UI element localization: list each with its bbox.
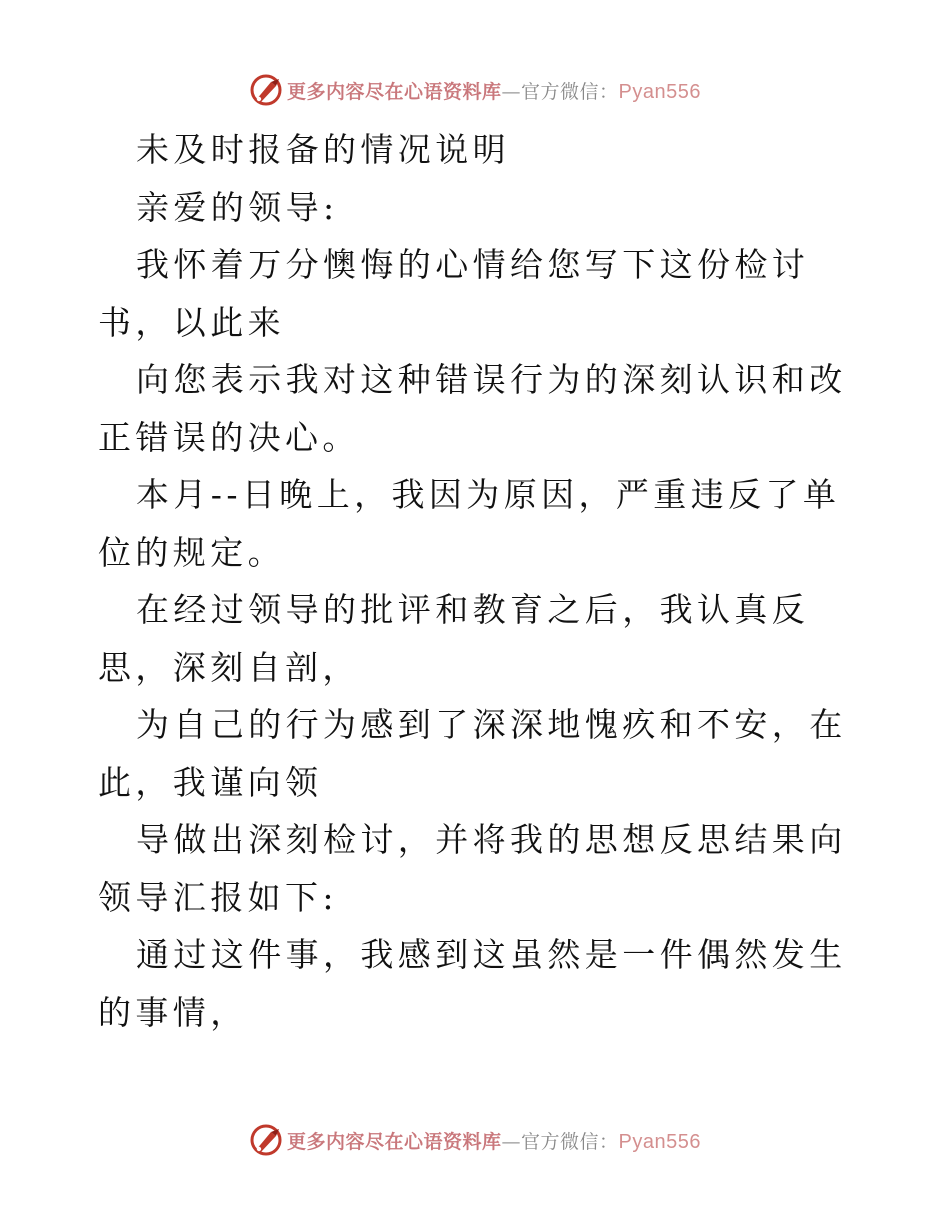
pen-logo-icon [249,73,283,107]
header-wechat-label: 官方微信： [521,80,619,103]
document-title: 未及时报备的情况说明 [136,130,510,169]
document-paragraph: 为自己的行为感到了深深地愧疚和不安，在此，我谨向领 [98,705,847,802]
document-paragraph: 通过这件事，我感到这虽然是一件偶然发生的事情， [98,935,847,1032]
pen-logo-icon [249,1123,283,1157]
document-salutation: 亲爱的领导: [136,187,339,227]
footer-wechat-label: 官方微信： [521,1130,619,1153]
footer-banner-text [287,1127,701,1154]
document-body [98,121,858,1041]
header-wechat-id: Pyan556 [618,80,701,103]
document-paragraph: 我怀着万分懊悔的心情给您写下这份检讨书，以此来 [98,245,810,342]
header-promo-text: 更多内容尽在心语资料库 [287,80,502,103]
header-banner-text [287,77,701,104]
footer-dash: — [501,1130,522,1153]
header-banner [0,70,950,110]
footer-wechat-id: Pyan556 [618,1130,701,1153]
document-paragraph: 导做出深刻检讨，并将我的思想反思结果向领导汇报如下: [98,820,847,917]
document-paragraph: 向您表示我对这种错误行为的深刻认识和改正错误的决心。 [98,360,847,457]
footer-promo-text: 更多内容尽在心语资料库 [287,1130,502,1153]
document-paragraph: 在经过领导的批评和教育之后，我认真反思，深刻自剖， [98,590,810,687]
header-dash: — [501,80,522,103]
document-paragraph: 本月--日晚上，我因为原因，严重违反了单位的规定。 [98,475,841,572]
footer-banner [0,1120,950,1160]
